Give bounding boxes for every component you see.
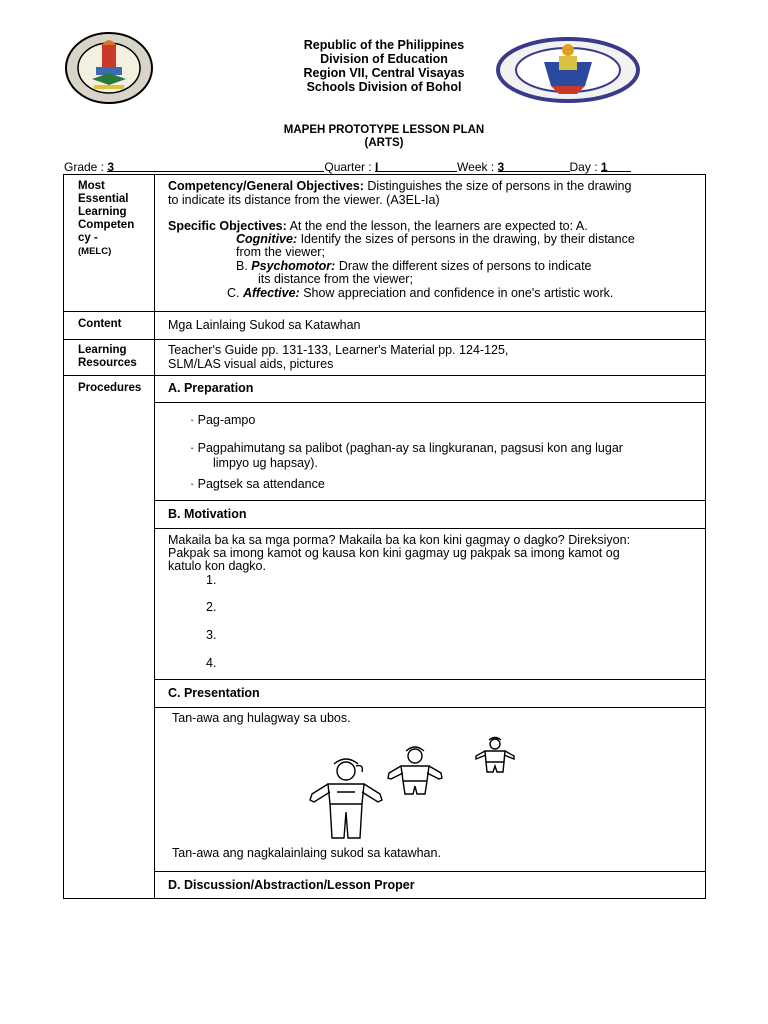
motivation-list-item: 1.: [206, 573, 217, 587]
presentation-text-1: Tan-awa ang hulagway sa ubos.: [172, 711, 351, 725]
motivation-text: [168, 534, 630, 573]
presentation-heading: C. Presentation: [168, 686, 260, 700]
motivation-list-item: 2.: [206, 600, 217, 614]
motivation-line-1: Makaila ba ka sa mga porma? Makaila ba ka kon kini gagmay o dagko? Direksiyon:: [168, 533, 631, 547]
title-line-2: (ARTS): [364, 137, 404, 149]
melc-abbrev: (MELC): [78, 246, 112, 257]
content-text: Mga Lainlaing Sukod sa Katawhan: [168, 318, 361, 332]
quarter-label: Quarter :: [324, 160, 376, 174]
affective-text: Show appreciation and confidence in one's artistic work.: [299, 286, 614, 300]
melc-label: [78, 180, 134, 258]
learning-resources-line-2: SLM/LAS visual aids, pictures: [168, 356, 334, 371]
melc-label-line: Essential: [78, 193, 129, 205]
competency-text-2: to indicate its distance from the viewer. (A3EL-Ia): [168, 192, 440, 207]
week-value: 3: [497, 160, 505, 174]
learning-resources-label: [78, 344, 137, 370]
presentation-text-2: Tan-awa ang nagkalainlaing sukod sa katawhan.: [172, 846, 441, 860]
agency-header: [0, 38, 768, 94]
cognitive-text: Identify the sizes of persons in the drawing, by their distance: [297, 232, 635, 246]
melc-label-line: Learning: [78, 206, 127, 218]
psychomotor-objective-cont: its distance from the viewer;: [258, 272, 413, 286]
large-person-figure: [310, 759, 382, 838]
learning-resources-line-1: Teacher's Guide pp. 131-133, Learner's Material pp. 124-125,: [168, 343, 509, 357]
cognitive-objective-cont: from the viewer;: [236, 245, 325, 259]
specific-objectives-text: At the end the lesson, the learners are expected to: A.: [286, 219, 588, 233]
psychomotor-prefix: B.: [236, 259, 252, 273]
procedures-label: Procedures: [78, 382, 142, 394]
medium-person-figure: [388, 747, 442, 794]
specific-objectives-label: Specific Objectives:: [168, 219, 287, 233]
grade-label: Grade :: [64, 160, 108, 174]
day-label: Day :: [569, 160, 601, 174]
small-person-figure: [476, 738, 514, 773]
affective-prefix: C.: [227, 286, 243, 300]
learning-resources-label-line: Resources: [78, 357, 137, 369]
preparation-item-arrange: · Pagpahimutang sa palibot (paghan-ay sa lingkuranan, pagsusi kon ang lugar: [190, 441, 623, 455]
affective-label: Affective:: [242, 286, 300, 300]
header-line-republic: Republic of the Philippines: [303, 38, 465, 52]
cognitive-label: Cognitive:: [236, 232, 298, 246]
header-line-region: Region VII, Central Visayas: [303, 66, 465, 80]
header-line-schools-division: Schools Division of Bohol: [306, 80, 462, 94]
melc-label-line: Most: [78, 180, 105, 192]
motivation-line-2: Pakpak sa imong kamot og kausa kon kini gagmay ug pakpak sa imong kamot og: [168, 546, 620, 560]
motivation-line-3: katulo kon dagko.: [168, 559, 266, 573]
discussion-heading: D. Discussion/Abstraction/Lesson Proper: [168, 878, 415, 892]
motivation-heading: B. Motivation: [168, 507, 247, 521]
psychomotor-label: Psychomotor:: [251, 259, 336, 273]
motivation-list-item: 3.: [206, 628, 217, 642]
learning-resources-text: [168, 344, 508, 371]
preparation-heading: A. Preparation: [168, 381, 254, 395]
header-line-division: Division of Education: [320, 52, 448, 66]
quarter-value: I: [375, 160, 379, 174]
persons-drawing: [290, 734, 530, 846]
content-label: Content: [78, 318, 122, 330]
melc-label-line: Competen: [78, 219, 135, 231]
preparation-item-prayer: · Pag-ampo: [190, 413, 256, 427]
learning-resources-label-line: Learning: [78, 344, 127, 356]
grade-quarter-week-day-line: [64, 160, 631, 174]
grade-value: 3: [107, 160, 115, 174]
melc-label-line: cy -: [78, 232, 98, 244]
competency-label: Competency/General Objectives:: [168, 179, 364, 193]
document-title: [0, 124, 768, 150]
title-line-1: MAPEH PROTOTYPE LESSON PLAN: [283, 124, 485, 136]
motivation-list-item: 4.: [206, 656, 217, 670]
preparation-item-arrange-cont: limpyo ug hapsay).: [213, 456, 318, 470]
week-label: Week :: [457, 160, 498, 174]
day-value: 1: [600, 160, 608, 174]
affective-objective: [227, 287, 613, 301]
preparation-item-attendance: · Pagtsek sa attendance: [190, 477, 325, 491]
psychomotor-text: Draw the different sizes of persons to indicate: [335, 259, 592, 273]
competency-text: Distinguishes the size of persons in the drawing: [363, 179, 632, 193]
competency-objectives: [168, 180, 631, 207]
